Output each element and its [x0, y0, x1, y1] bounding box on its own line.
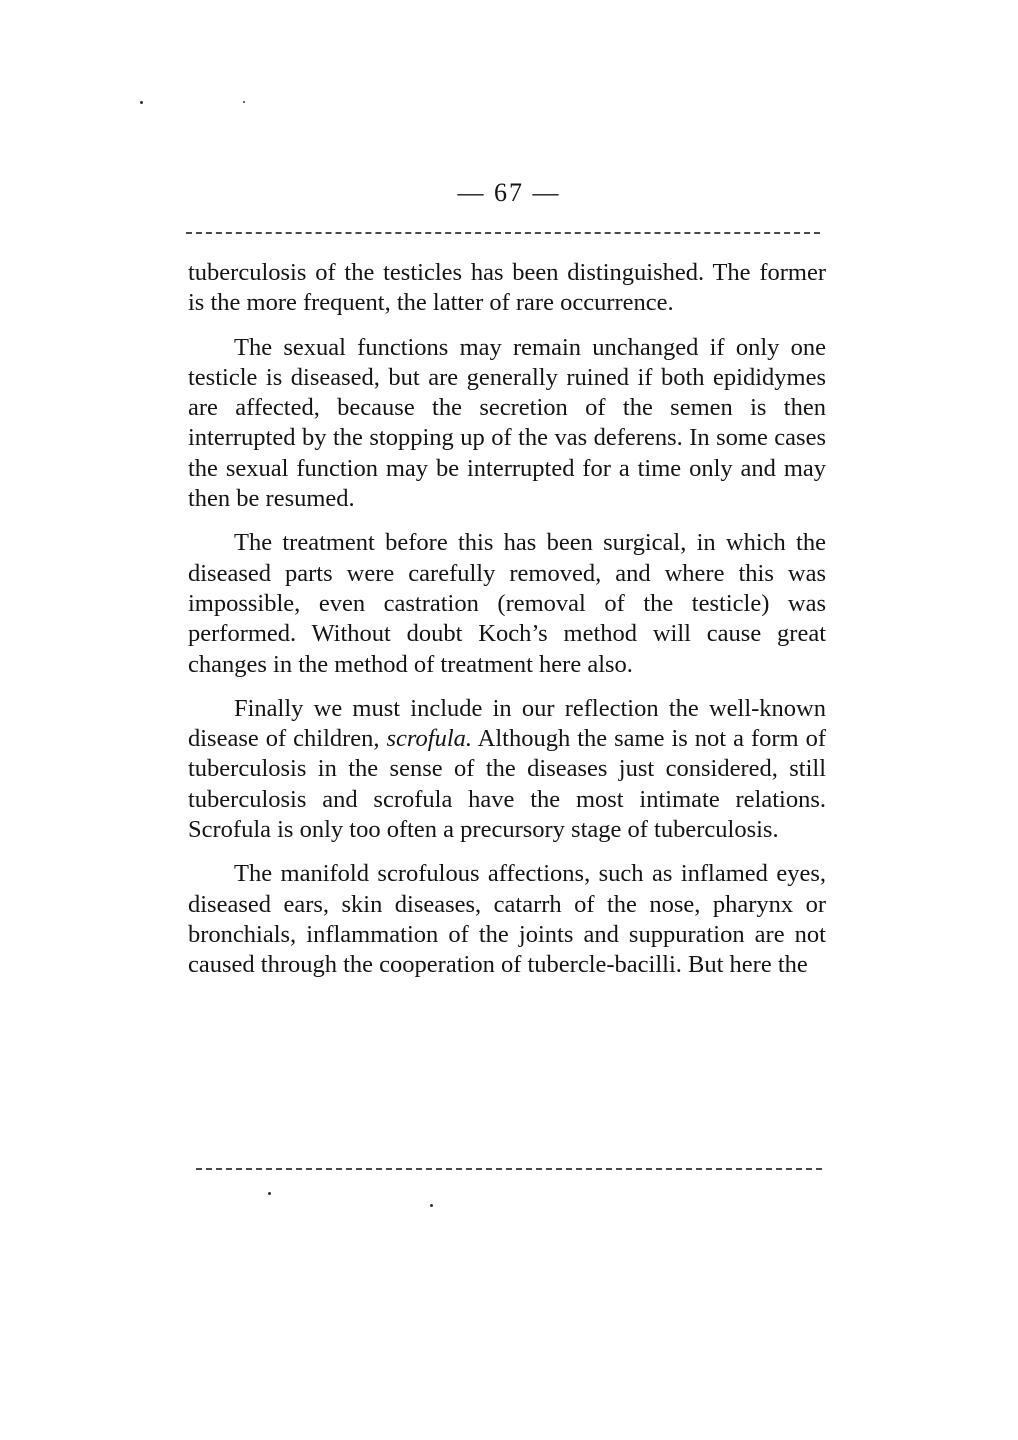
- paragraph: tuberculosis of the testicles has been distinguished. The former is the more frequent, the latter of rare occurrence.: [188, 259, 826, 317]
- body-text: [188, 258, 826, 995]
- paragraph: The treatment before this has been surgical, in which the diseased parts were carefully removed, and where this was impossible, even castration (removal of the testicle) was performed. Without doubt Koch’s method will cause great changes in the method of treatment here also.: [188, 529, 826, 678]
- scan-speck: [268, 1192, 271, 1195]
- paragraph-text: Although the same is not a form of tuberculosis in the sense of the diseases just considered, still tuberculosis and scrofula have the most intimate relations. Scrofula is only too often a precursory stage of tuberculosis.: [188, 725, 826, 844]
- paragraph: [188, 694, 826, 845]
- italic-term: scrofula.: [386, 725, 473, 753]
- header-rule: [186, 232, 820, 236]
- footer-rule: [196, 1168, 822, 1172]
- scan-speck: [243, 101, 245, 103]
- paragraph: The sexual functions may remain unchanged if only one testicle is diseased, but are generally ruined if both epididymes are affected, because the secretion of the semen is then interrupted by the stopping up of the vas deferens. In some cases the sexual function may be interrupted for a time only and may then be resumed.: [188, 333, 826, 513]
- scan-speck: [140, 101, 143, 104]
- paragraph-text: Finally we must include in our reflection the well-known disease of children,: [188, 694, 826, 753]
- page-number: — 67 —: [457, 178, 561, 207]
- paragraph: The manifold scrofulous affections, such as inflamed eyes, diseased ears, skin diseases, catarrh of the nose, pharynx or bronchials, inflammation of the joints and suppuration are not caused through the cooperation of tubercle-bacilli. But here the: [188, 860, 826, 979]
- scan-speck: [430, 1204, 433, 1207]
